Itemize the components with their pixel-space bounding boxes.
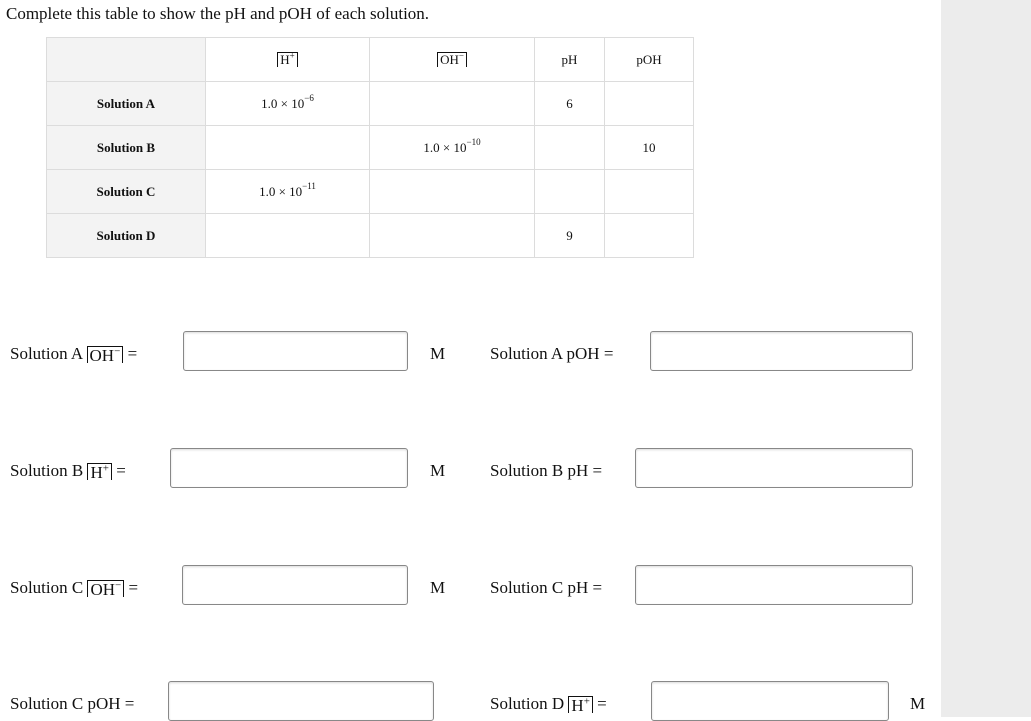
table-row: [47, 126, 694, 170]
cell-h-ion: [206, 126, 370, 170]
solution-c-poh-input[interactable]: [168, 681, 434, 721]
solution-b-ph-input[interactable]: [635, 448, 913, 488]
cell-h-ion: $1.0 \times 10^{-11}$: [206, 170, 370, 214]
header-ph: pH: [535, 38, 605, 82]
table-row: [47, 82, 694, 126]
row-label: Solution A: [47, 82, 206, 126]
solution-d-h-input[interactable]: [651, 681, 889, 721]
solution-b-h-input[interactable]: [170, 448, 408, 488]
table-row: [47, 214, 694, 258]
cell-h-ion: $1.0 \times 10^{-6}$: [206, 82, 370, 126]
row-label: Solution B: [47, 126, 206, 170]
solution-a-oh-input[interactable]: [183, 331, 408, 371]
cell-poh: [605, 214, 694, 258]
cell-oh-ion: [370, 82, 535, 126]
header-poh: pOH: [605, 38, 694, 82]
header-oh-ion: OH−: [370, 38, 535, 82]
unit-label: M: [430, 578, 446, 597]
solution-a-poh-label: Solution A pOH =: [490, 344, 614, 363]
solution-a-poh-input[interactable]: [650, 331, 913, 371]
solution-c-oh-label: Solution C OH− =: [10, 578, 139, 599]
solution-d-h-label: Solution D H+ =: [490, 694, 607, 715]
row-label: Solution C: [47, 170, 206, 214]
cell-ph: [535, 126, 605, 170]
unit-label: M: [910, 694, 926, 713]
header-h-ion: H+: [206, 38, 370, 82]
unit-label: M: [430, 344, 446, 363]
ph-table: [46, 37, 694, 258]
solution-b-ph-label: Solution B pH =: [490, 461, 603, 480]
solution-c-poh-label: Solution C pOH =: [10, 694, 135, 713]
solution-c-ph-label: Solution C pH =: [490, 578, 603, 597]
cell-oh-ion: $1.0 \times 10^{-10}$: [370, 126, 535, 170]
row-label: Solution D: [47, 214, 206, 258]
cell-h-ion: [206, 214, 370, 258]
instruction-text: Complete this table to show the pH and pOH of each solution.: [6, 4, 430, 23]
cell-poh: [605, 82, 694, 126]
right-gutter: [941, 0, 1031, 717]
cell-oh-ion: [370, 170, 535, 214]
cell-ph: 6: [535, 82, 605, 126]
solution-c-ph-input[interactable]: [635, 565, 913, 605]
cell-oh-ion: [370, 214, 535, 258]
cell-poh: 10: [605, 126, 694, 170]
cell-ph: 9: [535, 214, 605, 258]
solution-c-oh-input[interactable]: [182, 565, 408, 605]
cell-ph: [535, 170, 605, 214]
table-row: [47, 170, 694, 214]
unit-label: M: [430, 461, 446, 480]
solution-b-h-label: Solution B H+ =: [10, 461, 126, 482]
solution-a-oh-label: Solution A OH− =: [10, 344, 138, 365]
table-header-row: [47, 38, 694, 82]
cell-poh: [605, 170, 694, 214]
header-empty: [47, 38, 206, 82]
